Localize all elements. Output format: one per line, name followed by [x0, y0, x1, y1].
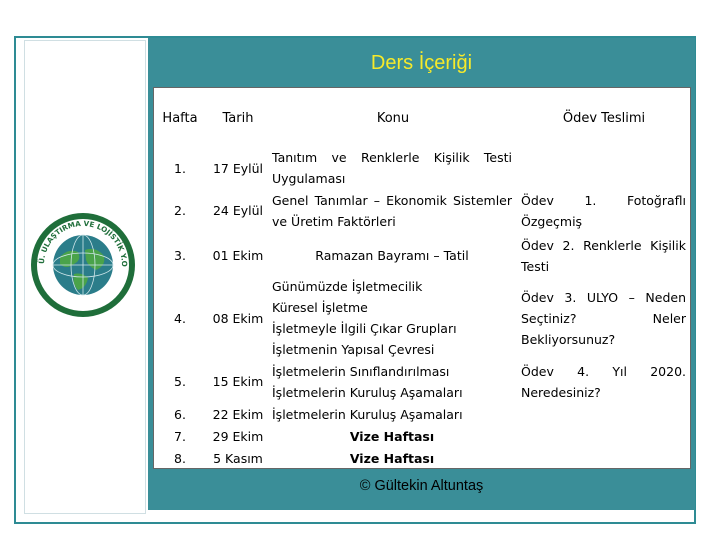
row-5-homework-line-1: Ödev 4. Yıl 2020. — [521, 364, 686, 379]
row-5-week: 5. — [174, 374, 186, 389]
row-3-week: 3. — [174, 248, 186, 263]
course-schedule-table — [153, 87, 691, 469]
header-topic: Konu — [376, 111, 410, 126]
row-1-topic-line-1: Tanıtım ve Renklerle Kişilik Testi — [272, 150, 512, 165]
row-8-date: 5 Kasım — [213, 451, 263, 466]
row-1-week: 1. — [174, 161, 186, 176]
row-4-homework-line-1: Ödev 3. ULYO – Neden — [521, 290, 686, 305]
row-4-date: 08 Ekim — [212, 311, 264, 326]
logo-text: Ü. ULAŞTIRMA VE LOJİSTİK Y.O — [36, 218, 130, 267]
logo-year: 1999 — [71, 302, 95, 311]
row-8-week: 8. — [174, 451, 186, 466]
row-6-topic: İşletmelerin Kuruluş Aşamaları — [272, 407, 463, 422]
row-4-topic-line-1: Günümüzde İşletmecilik — [272, 279, 423, 294]
row-6-date: 22 Ekim — [212, 407, 264, 422]
row-2-date: 24 Eylül — [212, 203, 264, 218]
copyright-footer: © Gültekin Altuntaş — [359, 478, 484, 494]
header-homework: Ödev Teslimi — [562, 111, 646, 126]
row-5-topic-line-1: İşletmelerin Sınıflandırılması — [272, 364, 450, 379]
row-2-homework-line-1: Ödev 1. Fotoğraflı — [521, 193, 686, 208]
row-3-homework-line-2: Testi — [521, 259, 550, 274]
row-1-topic-line-2: Uygulaması — [272, 171, 346, 186]
slide-title: Ders İçeriği — [370, 52, 473, 74]
row-5-homework-line-2: Neredesiniz? — [521, 385, 601, 400]
row-5-date: 15 Ekim — [212, 374, 264, 389]
row-4-topic-line-4: İşletmenin Yapısal Çevresi — [272, 342, 435, 357]
row-4-topic-line-3: İşletmeyle İlgili Çıkar Grupları — [272, 321, 457, 336]
row-2-week: 2. — [174, 203, 186, 218]
row-4-homework-line-2: Seçtiniz? Neler — [521, 311, 686, 326]
row-7-topic: Vize Haftası — [349, 429, 435, 444]
row-4-topic-line-2: Küresel İşletme — [272, 300, 368, 315]
row-4-week: 4. — [174, 311, 186, 326]
row-5-topic-line-2: İşletmelerin Kuruluş Aşamaları — [272, 385, 463, 400]
header-date: Tarih — [222, 111, 254, 126]
row-7-date: 29 Ekim — [212, 429, 264, 444]
row-2-topic-line-1: Genel Tanımlar – Ekonomik Sistemler — [272, 193, 512, 208]
row-2-topic-line-2: ve Üretim Faktörleri — [272, 214, 396, 229]
row-7-week: 7. — [174, 429, 186, 444]
row-2-homework-line-2: Özgeçmiş — [521, 214, 583, 229]
university-logo — [30, 212, 136, 318]
row-3-topic: Ramazan Bayramı – Tatil — [315, 248, 469, 263]
row-3-homework-line-1: Ödev 2. Renklerle Kişilik — [521, 238, 686, 253]
row-8-topic: Vize Haftası — [349, 451, 435, 466]
row-4-homework-line-3: Bekliyorsunuz? — [521, 332, 616, 347]
row-1-date: 17 Eylül — [212, 161, 264, 176]
header-week: Hafta — [162, 111, 198, 126]
row-3-date: 01 Ekim — [212, 248, 264, 263]
row-6-week: 6. — [174, 407, 186, 422]
